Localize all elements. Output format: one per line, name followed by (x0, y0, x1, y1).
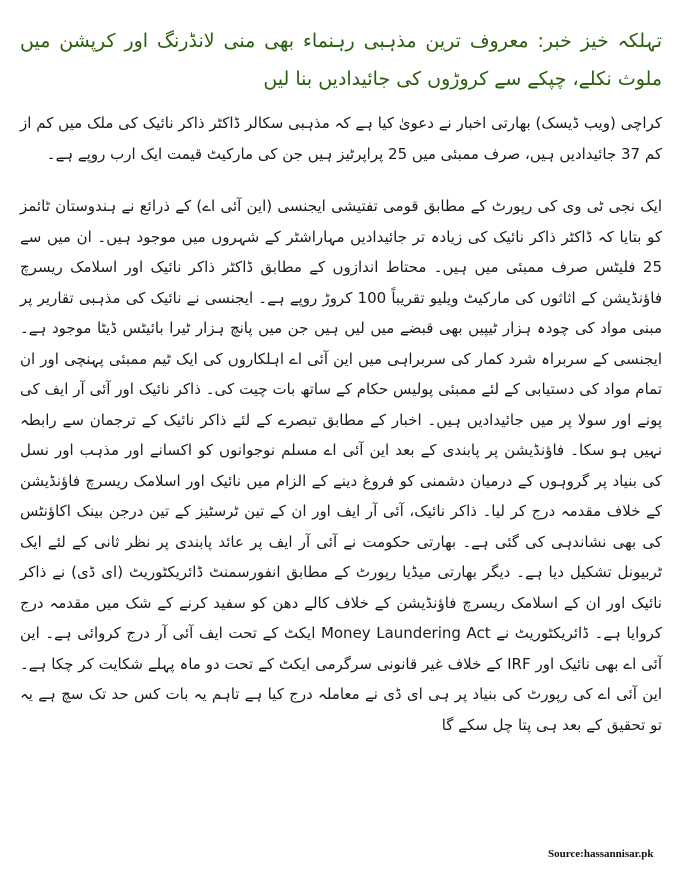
source-credit: Source:hassannisar.pk (548, 848, 654, 860)
article-lead-paragraph: کراچی (ویب ڈیسک) بھارتی اخبار نے دعویٰ کیا ہے کہ مذہبی سکالر ڈاکٹر ذاکر نائیک کی ملک میں کم از کم 37 جائیدادیں ہیں، صرف ممبئی میں 25 پراپرٹیز ہیں جن کی مارکیٹ قیمت ایک ارب روپے ہے۔ (20, 114, 662, 163)
article-body-paragraph: ایک نجی ٹی وی کی رپورٹ کے مطابق قومی تفتیشی ایجنسی (این آئی اے) کے ذرائع نے ہندوستان ٹائمز کو بتایا کہ ڈاکٹر ذاکر نائیک کی زیادہ تر جائیدادیں مہاراشٹر کے شہروں میں موجود ہیں۔ ان میں سے 25 فلیٹس صرف ممبئی میں ہیں۔ محتاط اندازوں کے مطابق ڈاکٹر ذاکر نائیک اور اسلامک ریسرچ فاؤنڈیشن کے اثاثوں کی مارکیٹ ویلیو تقریباً 100 کروڑ روپے ہے۔ ایجنسی نے نائیک کی مذہبی تقاریر پر مبنی مواد کی چودہ ہزار ٹیپیں بھی قبضے میں لیں ہیں جن میں پانچ ہزار ٹیرا بائیٹس ڈیٹا موجود ہے۔ ایجنسی کے سربراہ شرد کمار کی سربراہی میں این آئی اے اہلکاروں کی ایک ٹیم ممبئی پہنچی اور ان تمام مواد کی دستیابی کے لئے ممبئی پولیس حکام کے ساتھ بات چیت کی۔ ذاکر نائیک اور آئی آر ایف کی پونے اور سولا پر میں جائیدادیں ہیں۔ اخبار کے مطابق تبصرے کے لئے ذاکر نائیک کے ترجمان سے رابطہ نہیں ہو سکا۔ فاؤنڈیشن پر پابندی کے بعد این آئی اے مسلم نوجوانوں کو اکسانے اور مذہب اور نسل کی بنیاد پر گروہوں کے درمیان دشمنی کو فروغ دینے کے الزام میں نائیک اور اسلامک ریسرچ فاؤنڈیشن کے خلاف مقدمہ درج کر لیا۔ ذاکر نائیک، آئی آر ایف اور ان کے تین ٹرسٹیز کے تین درجن بینک اکاؤنٹس کی بھی نشاندہی کی گئی ہے۔ بھارتی حکومت نے آئی آر ایف پر عائد پابندی پر نظر ثانی کے لئے ایک ٹربیونل تشکیل دیا ہے۔ دیگر بھارتی میڈیا رپورٹ کے مطابق انفورسمنٹ ڈائریکٹوریٹ (ای ڈی) نے ذاکر نائیک اور ان کے اسلامک ریسرچ فاؤنڈیشن کے خلاف کالے دھن کو سفید کرنے کے شک میں مقدمہ درج کروایا ہے۔ ڈائریکٹوریٹ نے Money Laundering Act ایکٹ کے تحت ایف آئی آر درج کروائی ہے۔ این آئی اے بھی نائیک اور IRF کے خلاف غیر قانونی سرگرمی ایکٹ کے تحت دو ماہ پہلے شکایت کر چکا ہے۔ این آئی اے کی رپورٹ کی بنیاد پر ہی ای ڈی نے معاملہ درج کیا ہے تاہم یہ بات کس حد تک سچ ہے یہ تو تحقیق کے بعد ہی پتا چل سکے گا (20, 197, 663, 734)
article (20, 22, 662, 756)
article-headline: تہلکہ خیز خبر: معروف ترین مذہبی رہنماء بھی منی لانڈرنگ اور کرپشن میں ملوث نکلے، چپکے سے کروڑوں کی جائیدادیں بنا لیں (20, 30, 662, 90)
